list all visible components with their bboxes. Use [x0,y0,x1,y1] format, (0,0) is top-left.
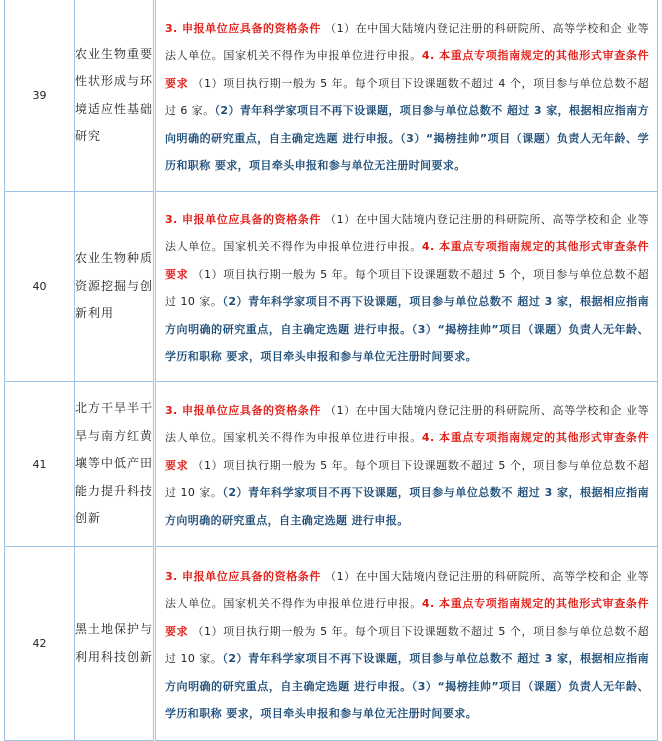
project-name: 黑土地保护与利用科技创新 [75,547,155,741]
eligibility-heading: 3. 申报单位应具备的资格条件 [165,569,321,583]
eligibility-text: （1）在中国大陆境内登记注册的科研院所、高等学校和企 业等法人单位。国家机关不得作为申报单位进行申报。 [165,21,649,62]
other-conditions-heading: 4. 本重点专项指南规定的其他形式审查条件要求 [165,240,649,281]
requirements-text [155,547,658,741]
eligibility-text: （1）在中国大陆境内登记注册的科研院所、高等学校和企 业等法人单位。国家机关不得作为申报单位进行申报。 [165,569,649,610]
row-number: 42 [5,547,75,741]
other-conditions-text: （1）项目执行期一般为 5 年。每个项目下设课题数不超过 5 个，项目参与单位总数不超过 10 家。 [165,267,649,308]
project-name: 北方干旱半干旱与南方红黄壤等中低产田 能力提升科技创新 [75,382,155,547]
requirements-text [155,192,658,382]
youth-scientist-text: （2）青年科学家项目不再下设课题，项目参与单位总数不 超过 3 家，根据相应指南方向明确的研究重点，自主确定选题 进行申报。 [165,486,650,527]
table-row [5,382,658,547]
row-number: 41 [5,382,75,547]
requirements-text [155,0,658,192]
jiebang-guashuai-text: （3）“揭榜挂帅”项目（课题）负责人无年龄、学历和职称 要求，项目牵头申报和参与单位无注册时间要求。 [165,679,649,720]
eligibility-text: （1）在中国大陆境内登记注册的科研院所、高等学校和企 业等法人单位。国家机关不得作为申报单位进行申报。 [165,403,649,445]
row-number: 40 [5,192,75,382]
requirements-text [155,382,658,547]
youth-scientist-text: （2）青年科学家项目不再下设课题，项目参与单位总数不 超过 3 家，根据相应指南方向明确的研究重点，自主确定选题 进行申报。 [165,104,649,145]
other-conditions-heading: 4. 本重点专项指南规定的其他形式审查条件要求 [165,431,649,472]
other-conditions-text: （1）项目执行期一般为 5 年。每个项目下设课题数不超过 5 个，项目参与单位总数不超过 10 家。 [165,458,649,500]
other-conditions-text: （1）项目执行期一般为 5 年。每个项目下设课题数不超过 4 个，项目参与单位总数不超过 6 家。 [165,76,649,117]
table-row [5,192,658,382]
row-number: 39 [5,0,75,192]
jiebang-guashuai-text: （3）“揭榜挂帅”项目（课题）负责人无年龄、学历和职称 要求，项目牵头申报和参与单位无注册时间要求。 [165,322,649,363]
other-conditions-heading: 4. 本重点专项指南规定的其他形式审查条件要求 [165,597,649,638]
other-conditions-heading: 4. 本重点专项指南规定的其他形式审查条件要求 [165,49,649,90]
eligibility-heading: 3. 申报单位应具备的资格条件 [165,21,321,35]
requirements-table [4,0,658,741]
youth-scientist-text: （2）青年科学家项目不再下设课题，项目参与单位总数不 超过 3 家，根据相应指南方向明确的研究重点，自主确定选题 进行申报。 [165,295,650,336]
eligibility-heading: 3. 申报单位应具备的资格条件 [165,212,321,226]
eligibility-text: （1）在中国大陆境内登记注册的科研院所、高等学校和企 业等法人单位。国家机关不得作为申报单位进行申报。 [165,212,649,253]
other-conditions-text: （1）项目执行期一般为 5 年。每个项目下设课题数不超过 5 个，项目参与单位总数不超过 10 家。 [165,624,649,665]
project-name: 农业生物种质资源挖掘与创新利用 [75,192,155,382]
table-row [5,0,658,192]
table-row [5,547,658,741]
eligibility-heading: 3. 申报单位应具备的资格条件 [165,403,321,417]
jiebang-guashuai-text: （3）“揭榜挂帅”项目（课题）负责人无年龄、学历和职称 要求，项目牵头申报和参与单位无注册时间要求。 [165,131,649,172]
youth-scientist-text: （2）青年科学家项目不再下设课题，项目参与单位总数不 超过 3 家，根据相应指南方向明确的研究重点，自主确定选题 进行申报。 [165,652,650,693]
project-name: 农业生物重要性状形成与环境适应性基础 研究 [75,0,155,192]
